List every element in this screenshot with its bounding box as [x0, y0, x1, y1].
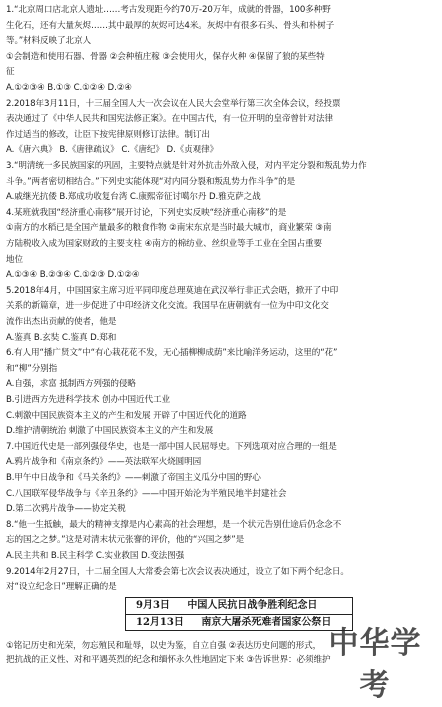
text-line: 1.“北京周口店北京人遗址……考古发现距今约70万-20万年，成就的骨器，100多种野 [6, 5, 331, 15]
text-line: 征 [6, 67, 15, 78]
text-line: D.维护清朝统治 刺激了中国民族资本主义的产生和发展 [6, 426, 214, 437]
memorial-row-2 [126, 615, 352, 631]
text-line: A.鸦片战争和《南京条约》——英法联军火烧圆明园 [6, 457, 202, 468]
text-line: ①会制造和使用石器、骨器 ②会种植庄稼 ③会使用火，保存火种 ④保留了狼的某些特 [6, 51, 325, 62]
text-line: A.自强，求富 抵制西方列强的侵略 [6, 379, 136, 390]
text-line: 9.2014年2月27日，十二届全国人大常委会第七次会议表决通过，设立了如下两个纪念日。 [6, 566, 349, 577]
text-line: A.鉴真 B.玄奘 C.鉴真 D.郑和 [6, 332, 117, 343]
text-line: 3.“明清统一多民族国家的巩固，主要特点就是针对外抗击外敌入侵，对内平定分裂和叛乱势力作 [6, 161, 367, 171]
text-line: 流作出杰出贡献的使者，他是 [6, 317, 117, 327]
text-line: B.引进西方先进科学技术 创办中国近代工业 [6, 395, 170, 405]
text-line: ①南方的水稻已是全国产量最多的粮食作物 ②南宋东京是当时最大城市，商业繁荣 ③南 [6, 223, 332, 234]
text-line: 8.“他一生抵触，最大的精神支撑是内心素高的社会理想，是一个状元告别仕途后仍念念不 [6, 519, 342, 530]
text-line: 忘的国之之梦。”这是对清末状元张謇的评价，他的“兴国之梦”是 [6, 535, 245, 546]
text-line: 7.中国近代史是一部列强侵华史，也是一部中国人民屈辱史。下列选项对应合理的一组是 [6, 441, 337, 452]
text-line: B.甲午中日战争和《马关条约》——刺激了帝国主义瓜分中国的野心 [6, 473, 261, 483]
text-line: 地位 [6, 254, 23, 265]
watermark-logo: 中华学考 [328, 626, 422, 703]
text-line: C.刺激中国民族资本主义的产生和发展 开辟了中国近代化的道路 [6, 410, 247, 421]
memorial-date-2: 12月13日 [136, 617, 184, 628]
text-line: 关系的新篇章，进一步促进了中印经济文化交流。我国早在唐朝就有一位为中印文化交 [6, 301, 329, 312]
text-line: D.第二次鸦片战争——协定关税 [6, 504, 126, 515]
text-line: 4.某班就我国“经济重心南移”展开讨论，下列史实反映“经济重心南移”的是 [6, 207, 287, 218]
text-line: C.八国联军侵华战争与《辛丑条约》——中国开始沦为半殖民地半封建社会 [6, 488, 287, 499]
text-line: 表决通过了《中华人民共和国宪法修正案》。在中国古代，有一位开明的皇帝曾针对法律 [6, 114, 333, 125]
text-line: A.戚继光抗倭 B.郑成功收复台湾 C.康熙帝征讨噶尔丹 D.雅克萨之战 [6, 192, 261, 203]
text-line: 作过适当的修改，让臣下按宪律原则修订法律。制订出 [6, 129, 210, 140]
text-line: 对“设立纪念日”理解正确的是 [6, 582, 117, 593]
text-line: 方陆税收入成为国家财政的主要支柱 ④南方的棉纺业、丝织业等手工业在全国占重要 [6, 239, 323, 249]
text-line: A.《唐六典》 B.《唐律疏议》 C.《唐纪》 D.《贞观律》 [6, 145, 219, 156]
text-line: 6.有人用“播广贤文”中“有心栽花花不发，无心插柳柳成荫”来比喻洋务运动，这里的“花” [6, 348, 338, 359]
text-line: 斗争。”两者密切相结合。”下列史实能体现“对内同分裂和叛乱势力作斗争”的是 [6, 176, 296, 187]
memorial-name-1: 中国人民抗日战争胜利纪念日 [187, 600, 318, 611]
memorial-row-1 [126, 598, 352, 615]
text-line: A.①③④ B.②③④ C.①②③ D.①②④ [6, 270, 140, 281]
text-line: 等。”材料反映了北京人 [6, 36, 91, 47]
text-line: 5.2018年4月，中国国家主席习近平同印度总理莫迪在武汉举行非正式会晤，掀开了中印 [6, 285, 339, 296]
text-line: 把抗战的正义性、对和平遇英烈的纪念和缅怀永久性地固定下来 ③告诉世界：必须维护 [6, 655, 331, 665]
text-line: 生化石，还有大量灰烬……其中最厚的灰烬可达4米。灰烬中有很多石头、骨头和朴树子 [6, 20, 335, 31]
text-line: ①铭记历史和光荣，勿忘殖民和耻辱，以史为鉴，自立自强 ②表达历史问题的形式， [6, 641, 322, 651]
text-line: 和“柳”分别指 [6, 363, 58, 374]
text-line: A.①②③④ B.①③ C.①②④ D.②④ [6, 83, 132, 93]
memorial-name-2: 南京大屠杀死难者国家公祭日 [201, 617, 332, 628]
memorial-day-table [125, 597, 353, 631]
text-line: A.民主共和 B.民主科学 C.实业救国 D.变法图强 [6, 551, 185, 561]
memorial-date-1: 9月3日 [136, 600, 170, 611]
text-line: 2.2018年3月11日，十三届全国人大一次会议在人民大会堂举行第三次全体会议，经投票 [6, 98, 341, 109]
